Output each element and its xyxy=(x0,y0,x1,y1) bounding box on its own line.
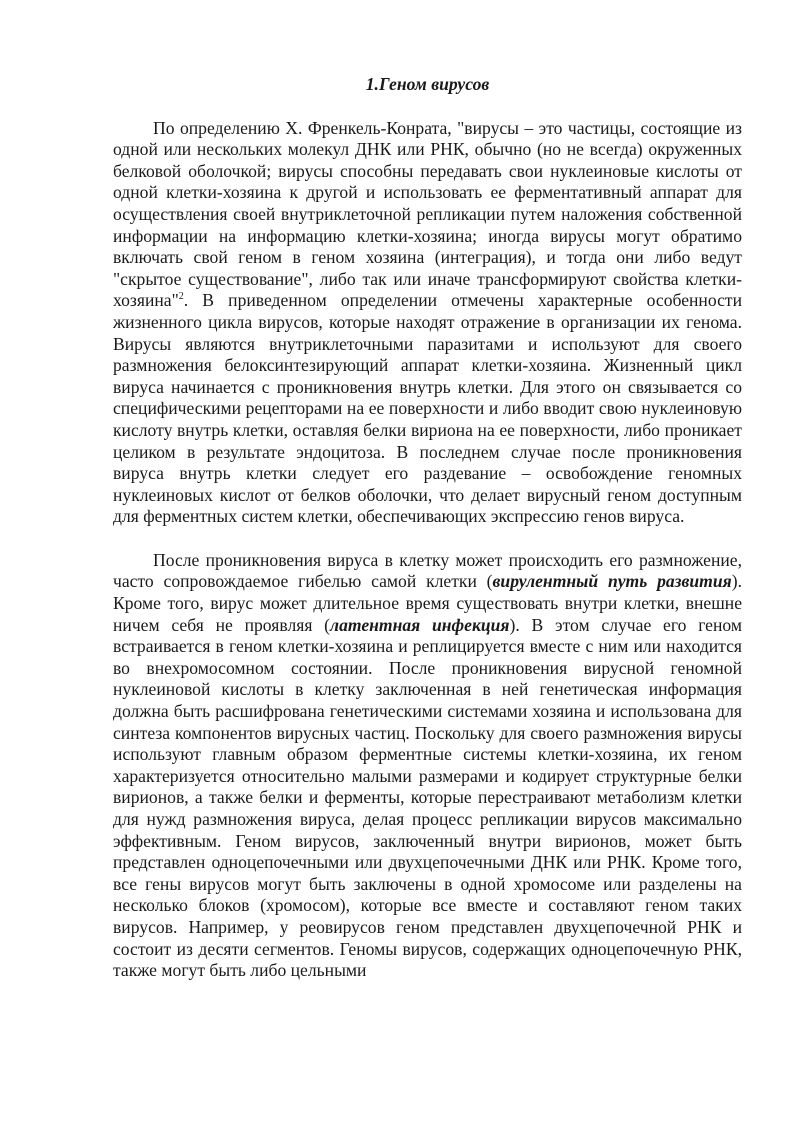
paragraph-2-text-c: ). В этом случае его геном встраивается в геном клетки-хозяина и реплицируется вместе с ним или находится во внехромосомном состоянии. После проникновения вирусной геномной нуклеиновой кислоты в клетку заключенная в ней генетическая информация должна быть расшифрована генетическими системами хозяина и использована для синтеза компонентов вирусных частиц. Поскольку для своего размножения вирусы используют главным образом ферментные системы клетки-хозяина, их геном характеризуется относительно малыми размерами и кодирует структурные белки вирионов, а также белки и ферменты, которые перестраивают метаболизм клетки для нужд размножения вируса, делая процесс репликации вирусов максимально эффективным. Геном вирусов, заключенный внутри вирионов, может быть представлен одноцепочечными или двухцепочечными ДНК или РНК. Кроме того, все гены вирусов могут быть заключены в одной хромосоме или разделены на несколько блоков (хромосом), которые все вместе и составляют геном таких вирусов. Например, у реовирусов геном представлен двухцепочечной РНК и состоит из десяти сегментов. Геномы вирусов, содержащих одноцепочечную РНК, также могут быть либо цельными xyxy=(113,614,742,981)
paragraph-1 xyxy=(113,118,742,528)
section-title: 1.Геном вирусов xyxy=(365,74,490,94)
paragraph-1-text-a: По определению Х. Френкель-Конрата, "вирусы – это частицы, состоящие из одной или нескольких молекул ДНК или РНК, обычно (но не всегда) окруженных белковой оболочкой; вирусы способны передавать свои нуклеиновые кислоты от одной клетки-хозяина к другой и использовать ее ферментативный аппарат для осуществления своей внутриклеточной репликации путем наложения собственной информации на информацию клетки-хозяина; иногда вирусы могут обратимо включать свой геном в геном хозяина (интеграция), и тогда они либо ведут "скрытое существование", либо так или иначе трансформируют свойства клетки-хозяина" xyxy=(113,117,742,311)
paragraph-1-text-b: . В приведенном определении отмечены характерные особенности жизненного цикла вирусов, которые находят отражение в организации их генома. Вирусы являются внутриклеточными паразитами и используют для своего размножения белоксинтезирующий аппарат клетки-хозяина. Жизненный цикл вируса начинается с проникновения внутрь клетки. Для этого он связывается со специфическими рецепторами на ее поверхности и либо вводит свою нуклеиновую кислоту внутрь клетки, оставляя белки вириона на ее поверхности, либо проникает целиком в результате эндоцитоза. В последнем случае после проникновения вируса внутрь клетки следует его раздевание – освобождение геномных нуклеиновых кислот от белков оболочки, что делает вирусный геном доступным для ферментных систем клетки, обеспечивающих экспрессию генов вируса. xyxy=(113,290,742,527)
paragraph-2-text-b: ). Кроме того, вирус может длительное время существовать внутри клетки, внешне ничем себя не проявляя ( xyxy=(113,571,742,635)
term-virulent-path: вирулентный путь развития xyxy=(492,571,732,592)
document-page xyxy=(113,74,742,982)
footnote-ref[interactable]: 2 xyxy=(178,291,184,303)
paragraph-2-text-a: После проникновения вируса в клетку может происходить его размножение, часто сопровождаемое гибелью самой клетки ( xyxy=(113,549,742,592)
paragraph-2 xyxy=(113,550,742,982)
term-latent-infection: латентная инфекция xyxy=(330,614,510,635)
